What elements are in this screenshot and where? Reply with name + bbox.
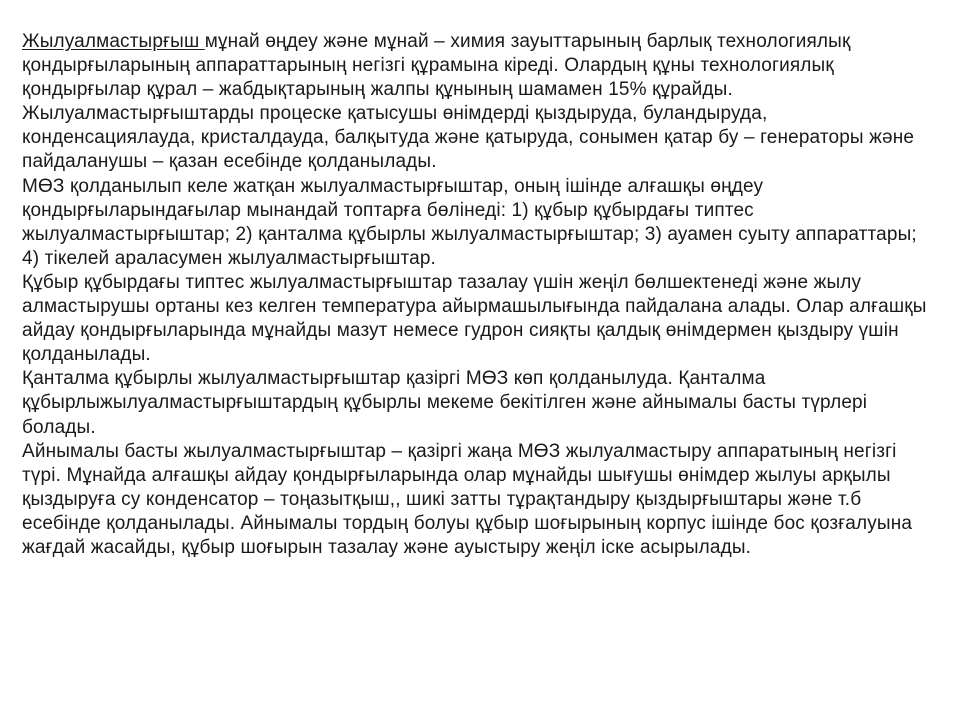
- paragraph-3: Құбыр құбырдағы типтес жылуалмастырғыштар тазалау үшін жеңіл бөлшектенеді және жылу алмастырушы ортаны кез келген температура айырмашылығында пайдалана алады. Олар алғашқы айдау қондырғыларында мұнайды мазут немесе гудрон сияқты қалдық өнімдермен қыздыру үшін қолданылады.: [22, 271, 927, 366]
- document-body: [22, 30, 936, 560]
- paragraph-4: Қанталма құбырлы жылуалмастырғыштар қазіргі МӨЗ көп қолданылуда. Қанталма құбырлыжылуалмастырғыштардың құбырлы мекеме бекітілген және айнымалы басты түрлері болады.: [22, 368, 868, 438]
- paragraph-1: [22, 30, 936, 175]
- paragraph-2: МӨЗ қолданылып келе жатқан жылуалмастырғыштар, оның ішінде алғашқы өңдеу қондырғыларындағылар мынандай топтарға бөлінеді: 1) құбыр құбырдағы типтес жылуалмастырғыштар; 2) қанталма құбырлы жылуалмастырғыштар; 3) ауамен суыту аппараттары; 4) тікелей араласумен жылуалмастырғыштар.: [22, 175, 917, 269]
- heat-exchanger-term: Жылуалмастырғыш: [22, 31, 205, 52]
- paragraph-5: Айнымалы басты жылуалмастырғыштар – қазіргі жаңа МӨЗ жылуалмастыру аппаратының негізгі түрі. Мұнайда алғашқы айдау қондырғыларында олар мұнайды шығушы өнімдер жылуы арқылы қыздыруға су конденсатор – тоңазытқыш,, шикі затты тұрақтандыру қыздырғыштары және т.б есебінде қолданылады. Айнымалы тордың болуы құбыр шоғырының корпус ішінде бос қозғалуына жағдай жасайды, құбыр шоғырын тазалау және ауыстыру жеңіл іске асырылады.: [22, 440, 913, 558]
- paragraph-1-text: мұнай өңдеу және мұнай – химия зауыттарының барлық технологиялық қондырғыларының аппараттарының негізгі құрамына кіреді. Олардың құны технологиялық қондырғылар құрал – жабдықтарының жалпы құнының шамамен 15% құрайды. Жылуалмастырғыштарды процеске қатысушы өнімдерді қыздыруда, буландыруда, конденсациялауда, кристалдауда, балқытуда және қатыруда, сонымен қатар бу – генераторы және пайдаланушы – қазан есебінде қолданылады.: [22, 31, 915, 173]
